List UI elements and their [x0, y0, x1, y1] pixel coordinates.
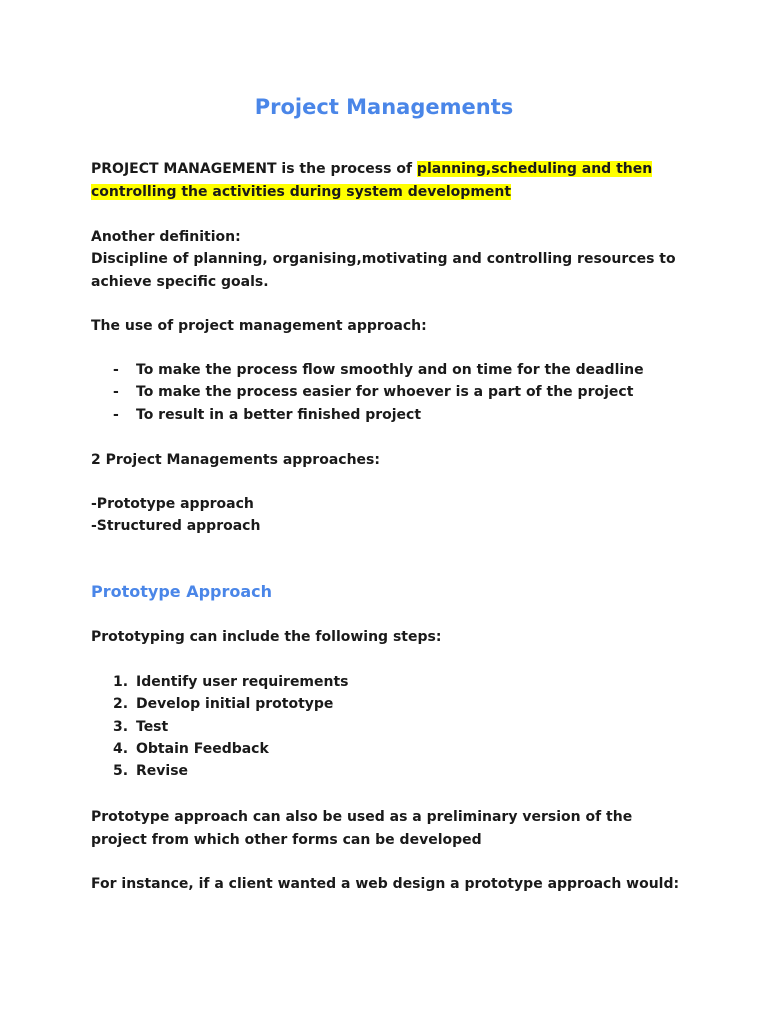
step-number: 5.: [113, 763, 129, 780]
preliminary-paragraph: Prototype approach can also be used as a preliminary version of the project from which other forms can be developed: [91, 809, 633, 848]
bullet-marker: -: [113, 384, 119, 401]
list-item-text: Obtain Feedback: [136, 740, 269, 757]
list-item-text: Test: [136, 718, 169, 735]
list-item: [91, 359, 681, 381]
use-heading: The use of project management approach:: [91, 318, 427, 334]
instance-paragraph: For instance, if a client wanted a web design a prototype approach would:: [91, 876, 680, 892]
intro-highlight: planning,scheduling and then controlling the activities during system development: [91, 161, 653, 200]
step-number: 1.: [113, 674, 129, 690]
list-item-text: To make the process easier for whoever is a part of the project: [136, 384, 634, 401]
intro-lead: PROJECT MANAGEMENT is the process of: [91, 161, 417, 177]
list-item-text: Revise: [136, 763, 189, 780]
list-item-text: To make the process flow smoothly and on time for the deadline: [136, 362, 644, 378]
steps-intro: Prototyping can include the following steps:: [91, 629, 442, 645]
definition-label: Another definition:: [91, 229, 241, 245]
approaches-heading: 2 Project Managements approaches:: [91, 452, 380, 468]
list-item: [91, 738, 681, 760]
approach-item: -Prototype approach: [91, 496, 254, 512]
list-item: [91, 404, 681, 426]
section-heading-prototype: Prototype Approach: [91, 582, 273, 601]
step-number: 4.: [113, 740, 129, 757]
list-item: [91, 760, 681, 782]
list-item-text: Develop initial prototype: [136, 696, 334, 713]
bullet-marker: -: [113, 406, 119, 423]
step-number: 2.: [113, 696, 129, 713]
definition-text: Discipline of planning, organising,motivating and controlling resources to achieve specific goals.: [91, 251, 676, 290]
bullet-marker: -: [113, 362, 119, 378]
list-item-text: Identify user requirements: [136, 674, 349, 690]
steps-list: [91, 671, 681, 782]
intro-paragraph: [91, 158, 681, 203]
list-item: [91, 671, 681, 693]
list-item: [91, 381, 681, 403]
list-item-text: To result in a better finished project: [136, 406, 422, 423]
uses-list: [91, 359, 681, 426]
approach-item: -Structured approach: [91, 518, 261, 534]
list-item: [91, 693, 681, 715]
step-number: 3.: [113, 718, 129, 735]
list-item: [91, 716, 681, 738]
page-title: Project Managements: [254, 95, 514, 119]
